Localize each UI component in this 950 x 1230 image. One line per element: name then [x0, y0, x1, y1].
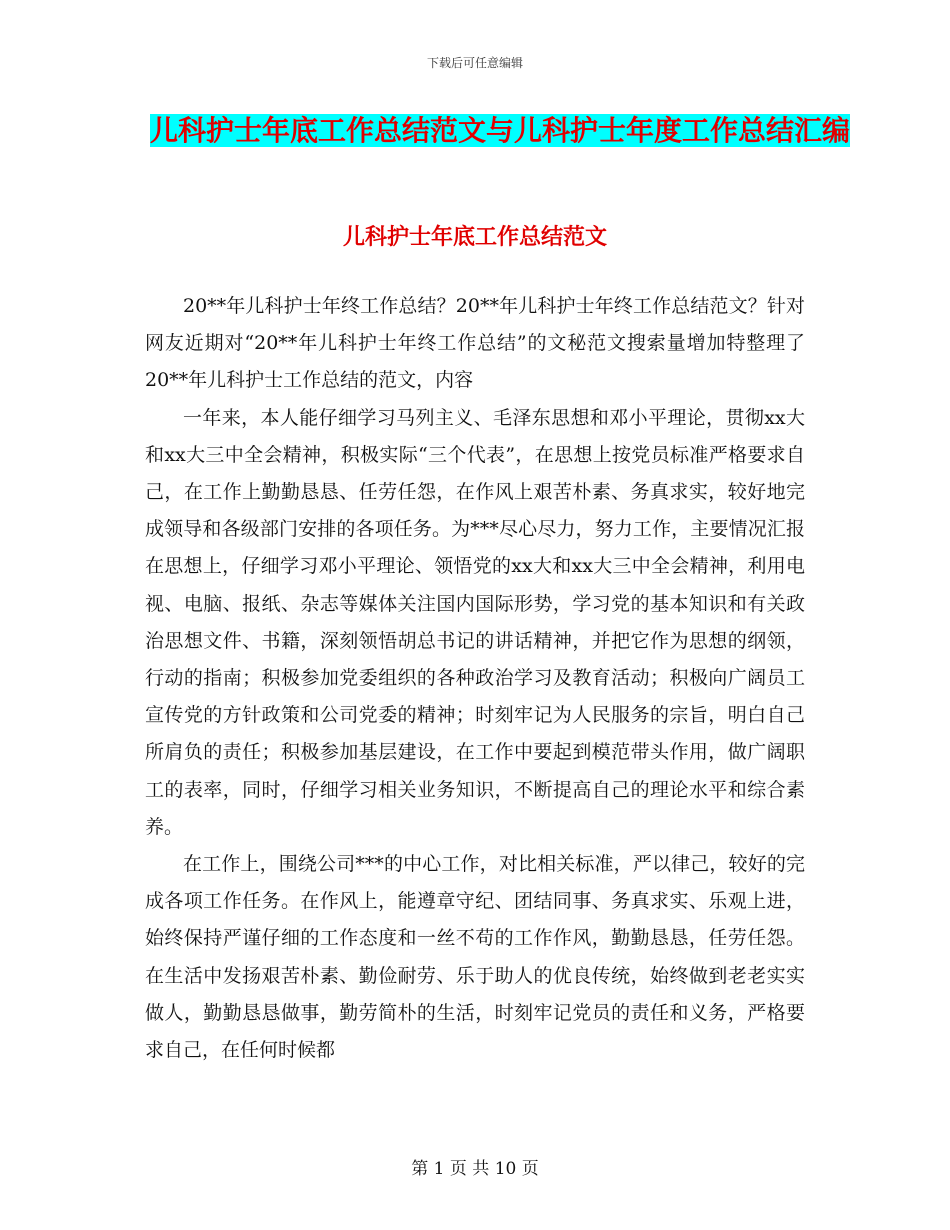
- document-body: [145, 288, 805, 1069]
- paragraph-work: 在工作上，围绕公司***的中心工作，对比相关标准，严以律己，较好的完成各项工作任务。在作风上，能遵章守纪、团结同事、务真求实、乐观上进，始终保持严谨仔细的工作态度和一丝不苟的工作作风，勤勤恳恳，任劳任怨。在生活中发扬艰苦朴素、勤俭耐劳、乐于助人的优良传统，始终做到老老实实做人，勤勤恳恳做事，勤劳简朴的生活，时刻牢记党员的责任和义务，严格要求自己，在任何时候都: [145, 853, 805, 1062]
- paragraph-intro: 20**年儿科护士年终工作总结？20**年儿科护士年终工作总结范文？针对网友近期对“20**年儿科护士年终工作总结”的文秘范文搜索量增加特整理了20**年儿科护士工作总结的范文，内容: [145, 295, 805, 392]
- header-note: 下载后可任意编辑: [426, 56, 523, 70]
- document-title: [150, 108, 850, 154]
- page-footer: 第 1 页 共 10 页: [411, 1159, 539, 1179]
- document-title-text: 儿科护士年底工作总结范文与儿科护士年度工作总结汇编: [150, 114, 851, 147]
- paragraph-thought: 一年来，本人能仔细学习马列主义、毛泽东思想和邓小平理论，贯彻xx大和xx大三中全会精神，积极实际“三个代表”，在思想上按党员标准严格要求自己，在工作上勤勤恳恳、任劳任怨，在作风上艰苦朴素、务真求实，较好地完成领导和各级部门安排的各项任务。为***尽心尽力，努力工作，主要情况汇报在思想上，仔细学习邓小平理论、领悟党的xx大和xx大三中全会精神，利用电视、电脑、报纸、杂志等媒体关注国内国际形势，学习党的基本知识和有关政治思想文件、书籍，深刻领悟胡总书记的讲话精神，并把它作为思想的纲领，行动的指南；积极参加党委组织的各种政治学习及教育活动；积极向广阔员工宣传党的方针政策和公司党委的精神；时刻牢记为人民服务的宗旨，明白自己所肩负的责任；积极参加基层建设，在工作中要起到模范带头作用，做广阔职工的表率，同时，仔细学习相关业务知识，不断提高自己的理论水平和综合素养。: [145, 406, 805, 838]
- section-title: 儿科护士年底工作总结范文: [342, 225, 607, 250]
